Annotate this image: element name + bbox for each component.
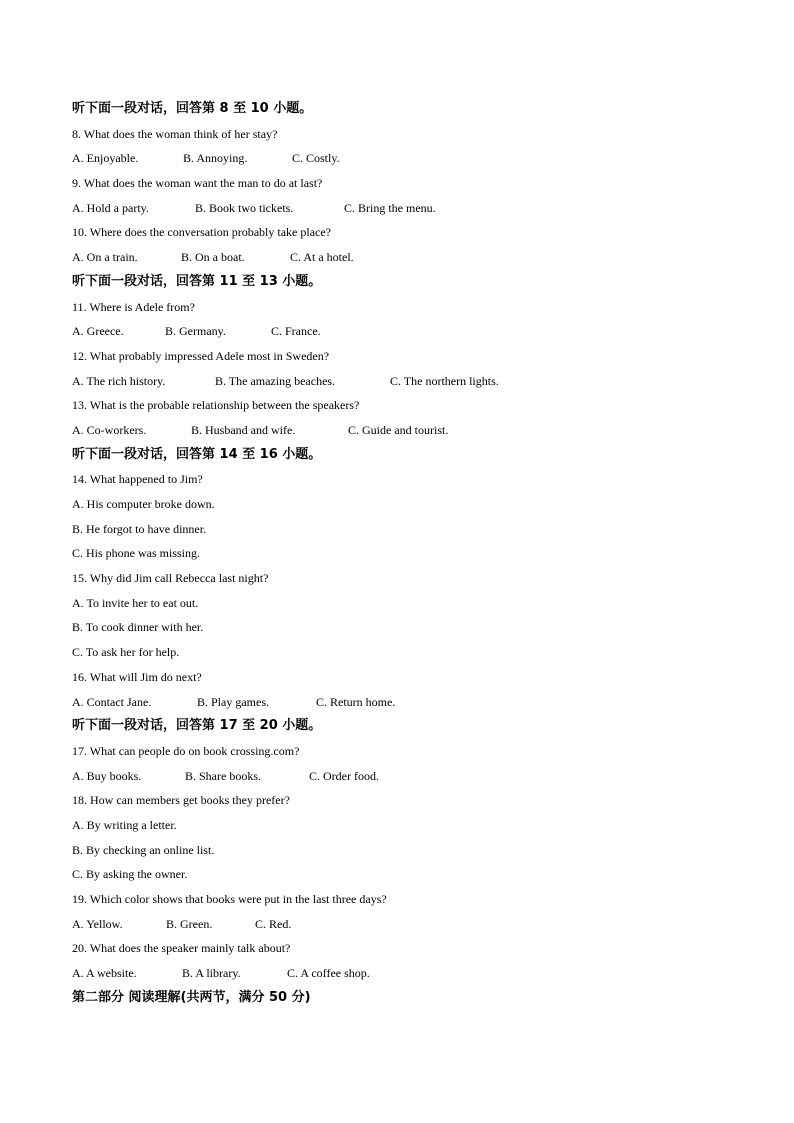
option-b: B. Husband and wife. — [191, 422, 296, 437]
question-text: 17. What can people do on book crossing.com? — [72, 743, 300, 758]
option-a: A. Buy books. — [72, 768, 142, 783]
option-c: C. Guide and tourist. — [348, 422, 449, 437]
section-heading: 听下面一段对话，回答第 14 至 16 小题。 — [72, 446, 322, 462]
option-c: C. France. — [271, 324, 321, 339]
option-c: C. At a hotel. — [290, 250, 354, 265]
options-row — [72, 196, 752, 221]
options-row — [72, 245, 752, 270]
section-heading: 听下面一段对话，回答第 8 至 10 小题。 — [72, 101, 313, 116]
question-text: 14. What happened to Jim? — [72, 472, 203, 487]
question-text: 19. Which color shows that books were put in the last three days? — [72, 892, 387, 906]
section-heading: 听下面一段对话，回答第 17 至 20 小题。 — [72, 718, 322, 734]
option-a: A. Co-workers. — [72, 422, 147, 437]
option-b: B. Share books. — [185, 768, 261, 783]
question-text: 13. What is the probable relationship between the speakers? — [72, 398, 360, 413]
option-b: B. Annoying. — [183, 151, 248, 166]
option-c: C. Costly. — [292, 151, 340, 166]
option-a: A. Enjoyable. — [72, 151, 139, 166]
option-b: B. A library. — [182, 966, 241, 981]
option-a: A. By writing a letter. — [72, 817, 177, 832]
option-a: A. Yellow. — [72, 916, 123, 931]
options-row — [72, 369, 752, 394]
option-c: C. To ask her for help. — [72, 645, 180, 660]
question-text: 20. What does the speaker mainly talk about? — [72, 941, 291, 956]
option-a: A. To invite her to eat out. — [72, 595, 199, 610]
option-a: A. On a train. — [72, 250, 138, 265]
option-a: A. His computer broke down. — [72, 497, 215, 511]
option-b: B. Play games. — [197, 694, 269, 709]
part-heading: 第二部分 阅读理解(共两节，满分 50 分) — [72, 989, 311, 1005]
option-c: C. By asking the owner. — [72, 867, 188, 882]
option-b: B. To cook dinner with her. — [72, 620, 204, 635]
option-a: A. Hold a party. — [72, 200, 149, 215]
options-row — [72, 146, 752, 171]
question-text: 15. Why did Jim call Rebecca last night? — [72, 571, 269, 586]
question-text: 18. How can members get books they prefer? — [72, 793, 290, 808]
option-c: C. His phone was missing. — [72, 546, 201, 561]
question-text: 11. Where is Adele from? — [72, 299, 195, 314]
option-a: A. Greece. — [72, 324, 124, 339]
option-a: A. The rich history. — [72, 373, 166, 388]
section-heading: 听下面一段对话，回答第 11 至 13 小题。 — [72, 273, 322, 289]
option-b: B. He forgot to have dinner. — [72, 521, 207, 536]
option-c: C. The northern lights. — [390, 373, 499, 388]
option-c: C. Order food. — [309, 768, 379, 783]
options-row — [72, 690, 752, 715]
options-row — [72, 418, 752, 443]
question-text: 10. Where does the conversation probably take place? — [72, 225, 332, 240]
option-c: C. Bring the menu. — [344, 200, 436, 215]
options-row — [72, 319, 752, 344]
option-a: A. A website. — [72, 966, 137, 981]
question-text: 9. What does the woman want the man to do at last? — [72, 176, 323, 191]
option-b: B. The amazing beaches. — [215, 373, 336, 388]
option-b: B. By checking an online list. — [72, 842, 215, 857]
options-row — [72, 912, 752, 937]
option-c: C. Red. — [255, 916, 292, 931]
question-text: 12. What probably impressed Adele most in Sweden? — [72, 348, 330, 363]
option-b: B. Green. — [166, 916, 213, 931]
exam-page — [72, 97, 752, 1010]
option-b: B. On a boat. — [181, 250, 245, 265]
options-row — [72, 961, 752, 986]
question-text: 16. What will Jim do next? — [72, 669, 202, 684]
options-row — [72, 764, 752, 789]
option-a: A. Contact Jane. — [72, 694, 152, 709]
option-b: B. Germany. — [165, 324, 226, 339]
option-b: B. Book two tickets. — [195, 200, 294, 215]
question-text: 8. What does the woman think of her stay? — [72, 126, 278, 141]
option-c: C. A coffee shop. — [287, 966, 370, 981]
option-c: C. Return home. — [316, 694, 396, 709]
